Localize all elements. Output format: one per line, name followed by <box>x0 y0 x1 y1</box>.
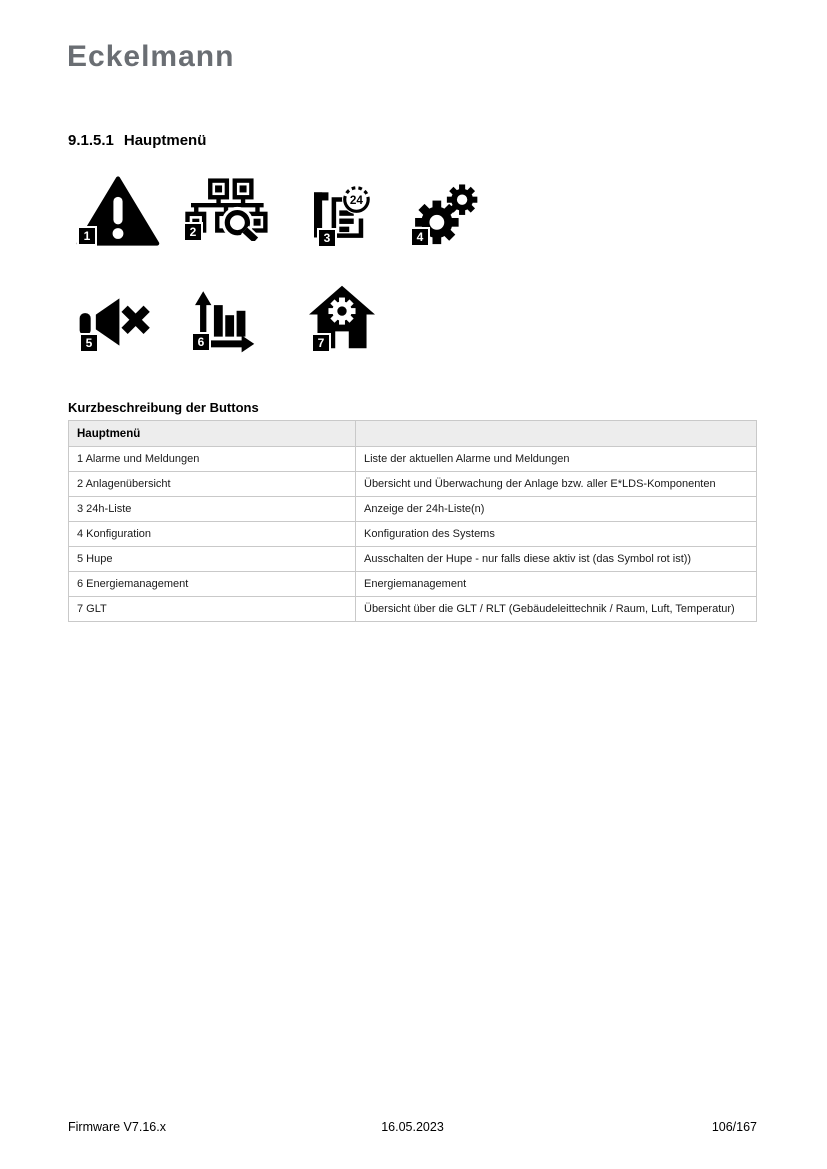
badge-7: 7 <box>311 333 331 353</box>
eckelmann-logo: Eckelmann <box>67 40 235 73</box>
table-caption: Kurzbeschreibung der Buttons <box>68 400 259 415</box>
footer-firmware-version: Firmware V7.16.x <box>68 1120 166 1134</box>
table-header-description <box>356 421 757 447</box>
badge-4: 4 <box>410 227 430 247</box>
badge-3: 3 <box>317 228 337 248</box>
clock-24-label: 24 <box>349 194 363 208</box>
section-title: Hauptmenü <box>123 132 207 149</box>
badge-1: 1 <box>77 226 97 246</box>
table-row <box>69 522 757 547</box>
row-label: 5 Hupe <box>69 547 356 572</box>
button-description-table <box>68 420 757 622</box>
page-footer <box>68 1120 757 1136</box>
table-row <box>69 597 757 622</box>
footer-page-number: 106/167 <box>711 1120 757 1134</box>
table-row <box>69 547 757 572</box>
section-heading <box>68 132 206 149</box>
footer-date: 16.05.2023 <box>381 1120 444 1134</box>
table-header-row <box>69 421 757 447</box>
row-label: 1 Alarme und Meldungen <box>69 447 356 472</box>
table-header-hauptmenu: Hauptmenü <box>69 421 356 447</box>
row-description: Liste der aktuellen Alarme und Meldungen <box>356 447 757 472</box>
row-label: 7 GLT <box>69 597 356 622</box>
row-label: 4 Konfiguration <box>69 522 356 547</box>
table-row <box>69 472 757 497</box>
badge-2: 2 <box>183 222 203 242</box>
badge-5: 5 <box>79 333 99 353</box>
row-description: Übersicht über die GLT / RLT (Gebäudeleittechnik / Raum, Luft, Temperatur) <box>356 597 757 622</box>
row-description: Übersicht und Überwachung der Anlage bzw. aller E*LDS-Komponenten <box>356 472 757 497</box>
row-label: 2 Anlagenübersicht <box>69 472 356 497</box>
row-description: Anzeige der 24h-Liste(n) <box>356 497 757 522</box>
row-description: Energiemanagement <box>356 572 757 597</box>
row-description: Ausschalten der Hupe - nur falls diese aktiv ist (das Symbol rot ist)) <box>356 547 757 572</box>
table-row <box>69 497 757 522</box>
table-row <box>69 447 757 472</box>
badge-6: 6 <box>191 332 211 352</box>
section-number: 9.1.5.1 <box>68 132 114 149</box>
row-description: Konfiguration des Systems <box>356 522 757 547</box>
row-label: 6 Energiemanagement <box>69 572 356 597</box>
table-row <box>69 572 757 597</box>
row-label: 3 24h-Liste <box>69 497 356 522</box>
